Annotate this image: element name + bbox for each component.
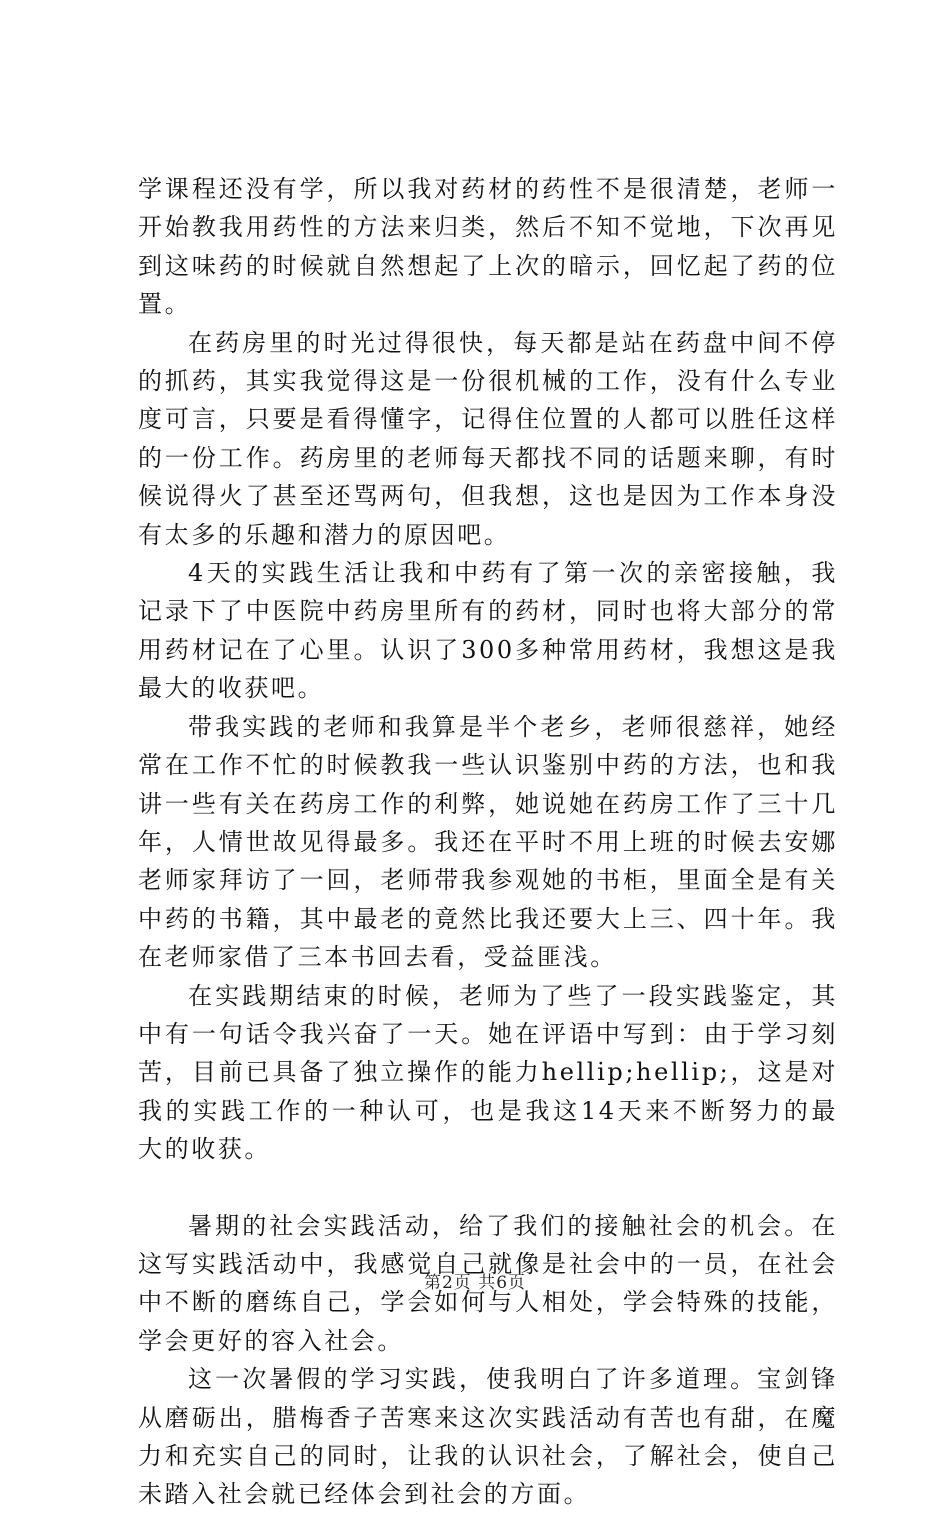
document-body <box>138 170 838 1514</box>
paragraph-gap <box>138 1169 838 1207</box>
paragraph-evaluation: 在实践期结束的时候，老师为了些了一段实践鉴定，其中有一句话令我兴奋了一天。她在评语中写到：由于学习刻苦，目前已具备了独立操作的能力hellip;hellip;，这是对我的实践工作的一种认可，也是我这14天来不断努力的最大的收获。 <box>138 981 838 1164</box>
paragraph-continued: 学课程还没有学，所以我对药材的药性不是很清楚，老师一开始教我用药性的方法来归类，然后不知不觉地，下次再见到这味药的时候就自然想起了上次的暗示，回忆起了药的位置。 <box>138 175 838 319</box>
paragraph-conclusion: 这一次暑假的学习实践，使我明白了许多道理。宝剑锋从磨砺出，腊梅香子苦寒来这次实践活动有苦也有甜，在魔力和充实自己的同时，让我的认识社会，了解社会，使自己未踏入社会就已经体会到社会的方面。 <box>138 1365 838 1509</box>
paragraph-pharmacy-time: 在药房里的时光过得很快，每天都是站在药盘中间不停的抓药，其实我觉得这是一份很机械的工作，没有什么专业度可言，只要是看得懂字，记得住位置的人都可以胜任这样的一份工作。药房里的老师每天都找不同的话题来聊，有时候说得火了甚至还骂两句，但我想，这也是因为工作本身没有太多的乐趣和潜力的原因吧。 <box>138 328 838 549</box>
paragraph-summer-practice: 暑期的社会实践活动，给了我们的接触社会的机会。在这写实践活动中，我感觉自己就像是社会中的一员，在社会中不断的磨练自己，学会如何与人相处，学会特殊的技能，学会更好的容入社会。 <box>138 1211 838 1355</box>
page-number-footer: 第2页 共6页 <box>423 1273 527 1293</box>
paragraph-four-days: 4天的实践生活让我和中药有了第一次的亲密接触，我记录下了中医院中药房里所有的药材，同时也将大部分的常用药材记在了心里。认识了300多种常用药材，我想这是我最大的收获吧。 <box>138 559 838 703</box>
paragraph-teacher: 带我实践的老师和我算是半个老乡，老师很慈祥，她经常在工作不忙的时候教我一些认识鉴别中药的方法，也和我讲一些有关在药房工作的利弊，她说她在药房工作了三十几年，人情世故见得最多。我还在平时不用上班的时候去安娜老师家拜访了一回，老师带我参观她的书柜，里面全是有关中药的书籍，其中最老的竟然比我还要大上三、四十年。我在老师家借了三本书回去看，受益匪浅。 <box>138 712 838 972</box>
